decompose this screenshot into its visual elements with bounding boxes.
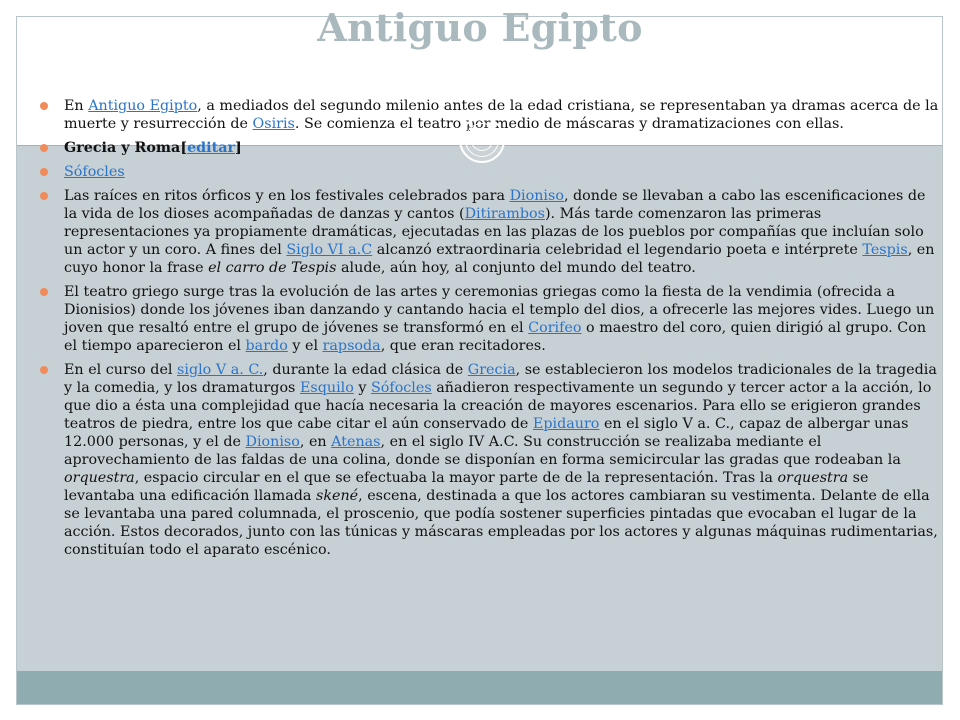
link-antiguo-egipto[interactable]: Antiguo Egipto bbox=[88, 98, 198, 114]
text: , durante la edad clásica de bbox=[263, 362, 468, 378]
footer-band bbox=[17, 671, 942, 705]
text: , espacio circular en el que se efectuaba la mayor parte de de la representación. Tras la bbox=[134, 470, 778, 486]
text: El teatro griego surge tras la evolución de las artes y ceremonias griegas como la fiesta de la vendimia (ofrecida a Dionisios) donde los jóvenes iban danzando y cantando hacia el templo del dios, a ofrecerle las mejores vides. Luego un joven que resaltó entre el grupo de jóvenes se transformó en el bbox=[64, 284, 935, 336]
text: , que eran recitadores. bbox=[380, 338, 546, 354]
link-grecia[interactable]: Grecia bbox=[467, 362, 516, 378]
text: En bbox=[64, 98, 89, 114]
text: , escena, destinada a que los actores cambiaran su vestimenta. Delante de ella se levantaba una pared columnada, el proscenio, que podía sostener superficies pintadas que evocaban el lugar de la acción. Estos decorados, junto con las túnicas y máscaras empleadas por los actores y algunas máquinas rudimentarias, constituían todo el aparato escénico. bbox=[64, 488, 938, 558]
text: o maestro del coro, quien dirigió al grupo. Con el tiempo aparecieron el bbox=[64, 320, 927, 354]
italic-text: orquestra bbox=[777, 470, 849, 486]
italic-text: el carro de Tespis bbox=[208, 260, 337, 276]
text: , en bbox=[299, 434, 332, 450]
italic-text: orquestra bbox=[64, 470, 135, 486]
slide-title: Antiguo Egipto bbox=[317, 5, 643, 50]
text: , a mediados del segundo milenio antes de la edad cristiana, se representaban ya dramas acerca de la muerte y resurrección de bbox=[64, 98, 939, 132]
link-bardo[interactable]: bardo bbox=[245, 338, 288, 354]
link-osiris[interactable]: Osiris bbox=[252, 116, 295, 132]
text: . Se comienza el teatro por medio de máscaras y dramatizaciones con ellas. bbox=[294, 116, 844, 132]
link-dioniso-2[interactable]: Dioniso bbox=[245, 434, 300, 450]
bullet-icon bbox=[40, 366, 48, 374]
link-sofocles-2[interactable]: Sófocles bbox=[371, 380, 432, 396]
italic-text: skené bbox=[315, 488, 359, 504]
list-item bbox=[40, 361, 940, 559]
bullet-icon bbox=[40, 288, 48, 296]
link-esquilo[interactable]: Esquilo bbox=[299, 380, 354, 396]
section-heading: Grecia y Roma bbox=[64, 140, 181, 156]
link-epidauro[interactable]: Epidauro bbox=[532, 416, 600, 432]
bracket-close: ] bbox=[235, 140, 242, 156]
bullet-icon bbox=[40, 168, 48, 176]
text: y bbox=[353, 380, 371, 396]
content-list bbox=[40, 97, 940, 565]
link-atenas[interactable]: Atenas bbox=[331, 434, 381, 450]
text: Las raíces en ritos órficos y en los festivales celebrados para bbox=[64, 188, 510, 204]
link-rapsoda[interactable]: rapsoda bbox=[322, 338, 381, 354]
bracket-open: [ bbox=[180, 140, 188, 156]
text: , en el siglo IV A.C. Su construcción se realizaba mediante el aprovechamiento de las faldas de una colina, donde se disponían en forma semicircular las gradas que rodeaban la bbox=[64, 434, 901, 468]
bullet-icon bbox=[40, 144, 48, 152]
bullet-icon bbox=[40, 102, 48, 110]
list-item bbox=[40, 163, 940, 181]
text: , se establecieron los modelos tradicionales de la tragedia y la comedia, y los dramaturgos bbox=[64, 362, 937, 396]
text: alcanzó extraordinaria celebridad el legendario poeta e intérprete bbox=[372, 242, 863, 258]
link-siglo-vi[interactable]: Siglo VI a.C bbox=[286, 242, 373, 258]
link-corifeo[interactable]: Corifeo bbox=[528, 320, 582, 336]
link-siglo-v[interactable]: siglo V a. C. bbox=[177, 362, 264, 378]
text: alude, aún hoy, al conjunto del mundo del teatro. bbox=[336, 260, 696, 276]
text: , donde se llevaban a cabo las escenificaciones de la vida de los dioses acompañadas de danzas y cantos ( bbox=[64, 188, 926, 222]
text: se levantaba una edificación llamada bbox=[64, 470, 869, 504]
text: en el siglo V a. C., capaz de albergar unas 12.000 personas, y el de bbox=[64, 416, 909, 450]
text: añadieron respectivamente un segundo y tercer actor a la acción, lo que dio a ésta una complejidad que hacía necesaria la creación de mayores escenarios. Para ello se erigieron grandes teatros de piedra, entre los que cabe citar el aún conservado de bbox=[64, 380, 932, 432]
link-sofocles[interactable]: Sófocles bbox=[64, 164, 125, 180]
link-tespis[interactable]: Tespis bbox=[862, 242, 908, 258]
text: y el bbox=[287, 338, 323, 354]
bullet-icon bbox=[40, 192, 48, 200]
text: En el curso del bbox=[64, 362, 178, 378]
link-ditirambos[interactable]: Ditirambos bbox=[464, 206, 545, 222]
circle-emblem-icon bbox=[459, 117, 505, 163]
list-item bbox=[40, 283, 940, 355]
list-item bbox=[40, 187, 940, 277]
text: , en cuyo honor la frase bbox=[64, 242, 935, 276]
link-dioniso[interactable]: Dioniso bbox=[509, 188, 564, 204]
text: ). Más tarde comenzaron las primeras representaciones ya propiamente dramáticas, ejecutadas en las plazas de los pueblos por compañías que incluían solo un actor y un coro. A fines del bbox=[64, 206, 924, 258]
edit-link[interactable]: editar bbox=[187, 140, 236, 156]
